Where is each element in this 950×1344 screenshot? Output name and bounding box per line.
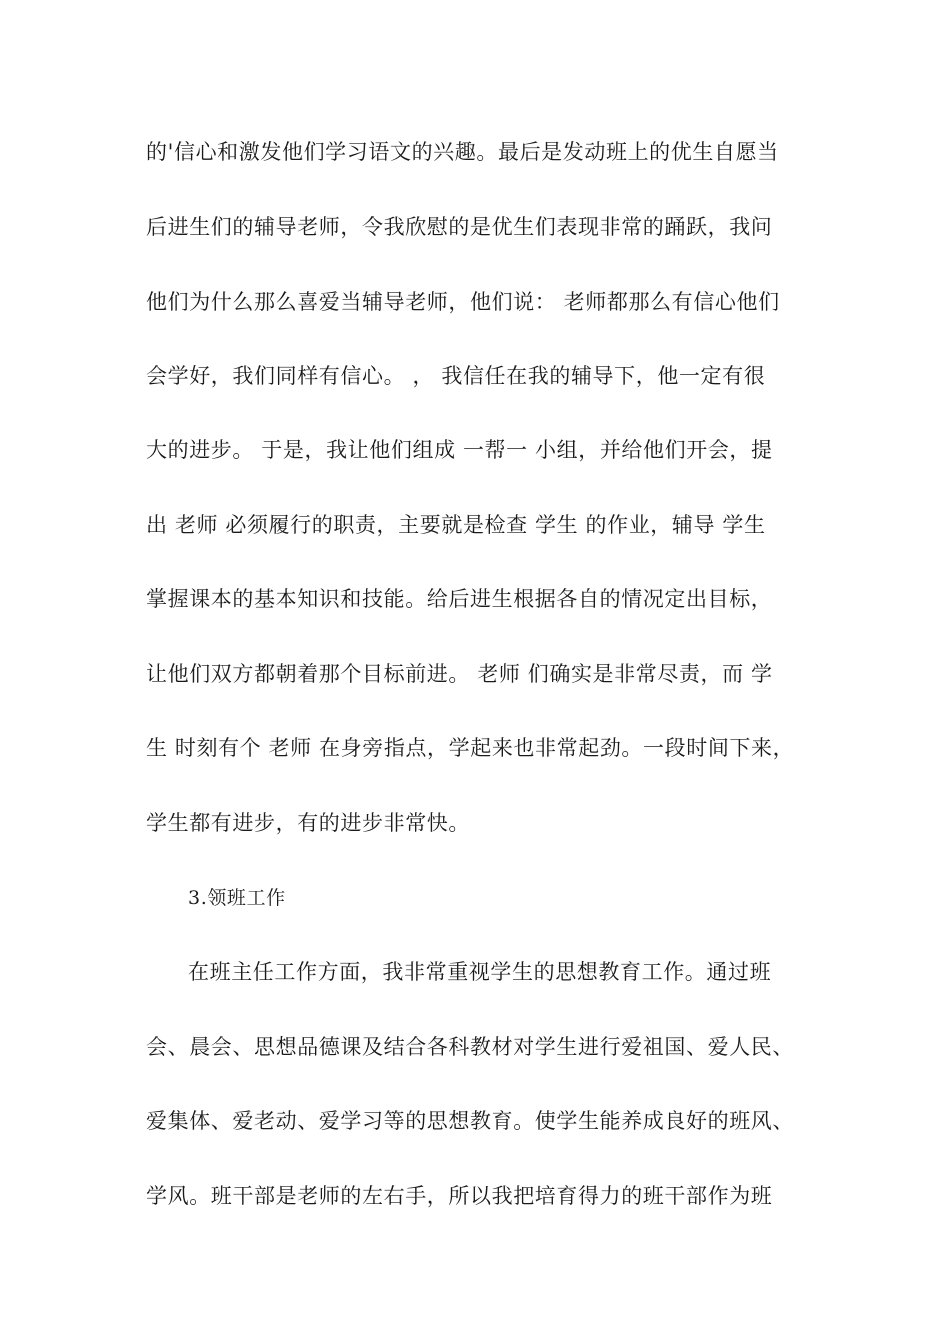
paragraph-line: 大的进步。 于是，我让他们组成 一帮一 小组，并给他们开会，提 (146, 438, 773, 462)
paragraph-line: 生 时刻有个 老师 在身旁指点，学起来也非常起劲。一段时间下来， (146, 736, 795, 760)
paragraph-line: 的'信心和激发他们学习语文的兴趣。最后是发动班上的优生自愿当 (146, 140, 779, 164)
paragraph-line: 爱集体、爱老动、爱学习等的思想教育。使学生能养成良好的班风、 (146, 1109, 794, 1133)
paragraph-line: 在班主任工作方面，我非常重视学生的思想教育工作。通过班 (188, 960, 772, 984)
paragraph-line: 后进生们的辅导老师，令我欣慰的是优生们表现非常的踊跃，我问 (146, 215, 773, 239)
paragraph-line: 学生都有进步，有的进步非常快。 (146, 811, 470, 835)
paragraph-line: 会学好，我们同样有信心。 ， 我信任在我的辅导下，他一定有很 (146, 364, 766, 388)
paragraph-line: 掌握课本的基本知识和技能。给后进生根据各自的情况定出目标， (146, 587, 773, 611)
paragraph-line: 让他们双方都朝着那个目标前进。 老师 们确实是非常尽责，而 学 (146, 662, 773, 686)
paragraph-line: 学风。班干部是老师的左右手，所以我把培育得力的班干部作为班 (146, 1184, 773, 1208)
section-heading: 3.领班工作 (188, 887, 286, 909)
paragraph-line: 出 老师 必须履行的职责，主要就是检查 学生 的作业，辅导 学生 (146, 513, 766, 537)
paragraph-line: 他们为什么那么喜爱当辅导老师，他们说： 老师都那么有信心他们 (146, 290, 780, 314)
paragraph-line: 会、晨会、思想品德课及结合各科教材对学生进行爱祖国、爱人民、 (146, 1035, 794, 1059)
